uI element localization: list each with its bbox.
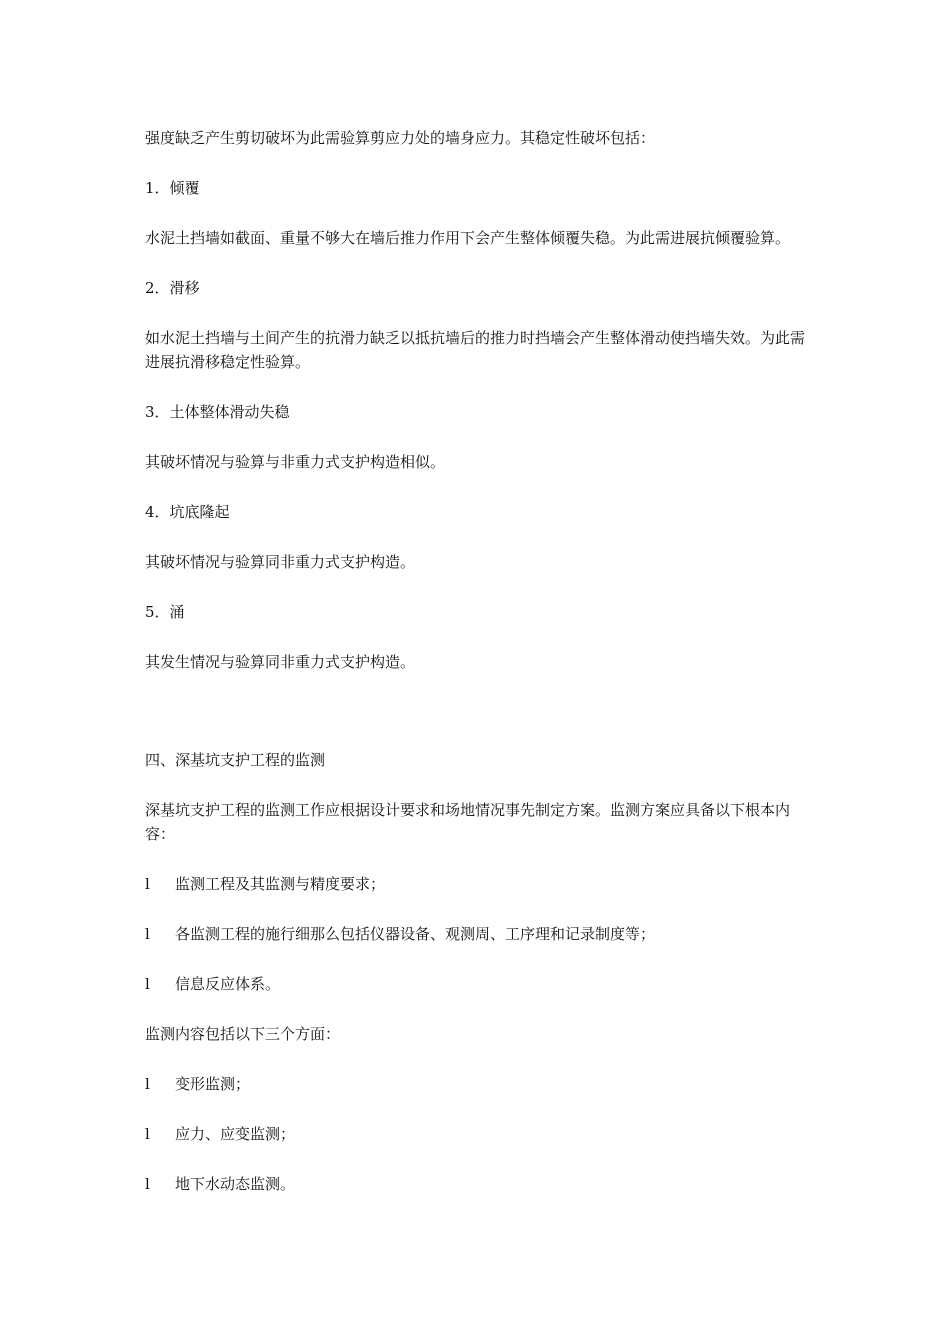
item-heading-sliding: 2．滑移 <box>145 279 200 297</box>
bullet-item <box>145 1072 810 1096</box>
paragraph: 其破坏情况与验算与非重力式支护构造相似。 <box>145 453 446 471</box>
paragraph: 其发生情况与验算同非重力式支护构造。 <box>145 653 416 671</box>
bullet-item <box>145 1172 810 1196</box>
item-heading-piping: 5．涌 <box>145 603 185 621</box>
bullet-mark: l <box>145 1175 150 1193</box>
bullet-mark: l <box>145 875 150 893</box>
paragraph: 强度缺乏产生剪切破坏为此需验算剪应力处的墙身应力。其稳定性破坏包括： <box>145 129 656 147</box>
bullet-text: 应力、应变监测； <box>175 1125 296 1143</box>
bullet-text: 监测工程及其监测与精度要求； <box>175 875 386 893</box>
bullet-item <box>145 972 810 996</box>
bullet-mark: l <box>145 1125 150 1143</box>
paragraph: 水泥土挡墙如截面、重量不够大在墙后推力作用下会产生整体倾覆失稳。为此需进展抗倾覆验算。 <box>145 229 791 247</box>
item-heading-overturning: 1．倾覆 <box>145 179 200 197</box>
bullet-item <box>145 1122 810 1146</box>
bullet-text: 地下水动态监测。 <box>175 1175 296 1193</box>
document-page <box>145 126 810 1222</box>
bullet-text: 变形监测； <box>175 1075 251 1093</box>
item-heading-base-heave: 4．坑底隆起 <box>145 503 230 521</box>
bullet-item <box>145 922 810 946</box>
paragraph: 监测内容包括以下三个方面： <box>145 1025 341 1043</box>
bullet-text: 信息反应体系。 <box>175 975 281 993</box>
paragraph: 其破坏情况与验算同非重力式支护构造。 <box>145 553 416 571</box>
bullet-item <box>145 872 810 896</box>
bullet-mark: l <box>145 975 150 993</box>
paragraph: 如水泥土挡墙与土间产生的抗滑力缺乏以抵抗墙后的推力时挡墙会产生整体滑动使挡墙失效。为此需进展抗滑移稳定性验算。 <box>145 329 806 371</box>
spacer <box>145 700 810 748</box>
bullet-text: 各监测工程的施行细那么包括仪器设备、观测周、工序理和记录制度等； <box>175 925 656 943</box>
paragraph: 深基坑支护工程的监测工作应根据设计要求和场地情况事先制定方案。监测方案应具备以下根本内容： <box>145 801 791 843</box>
section-title: 四、深基坑支护工程的监测 <box>145 751 326 769</box>
bullet-mark: l <box>145 925 150 943</box>
item-heading-overall-instability: 3．土体整体滑动失稳 <box>145 403 290 421</box>
bullet-mark: l <box>145 1075 150 1093</box>
